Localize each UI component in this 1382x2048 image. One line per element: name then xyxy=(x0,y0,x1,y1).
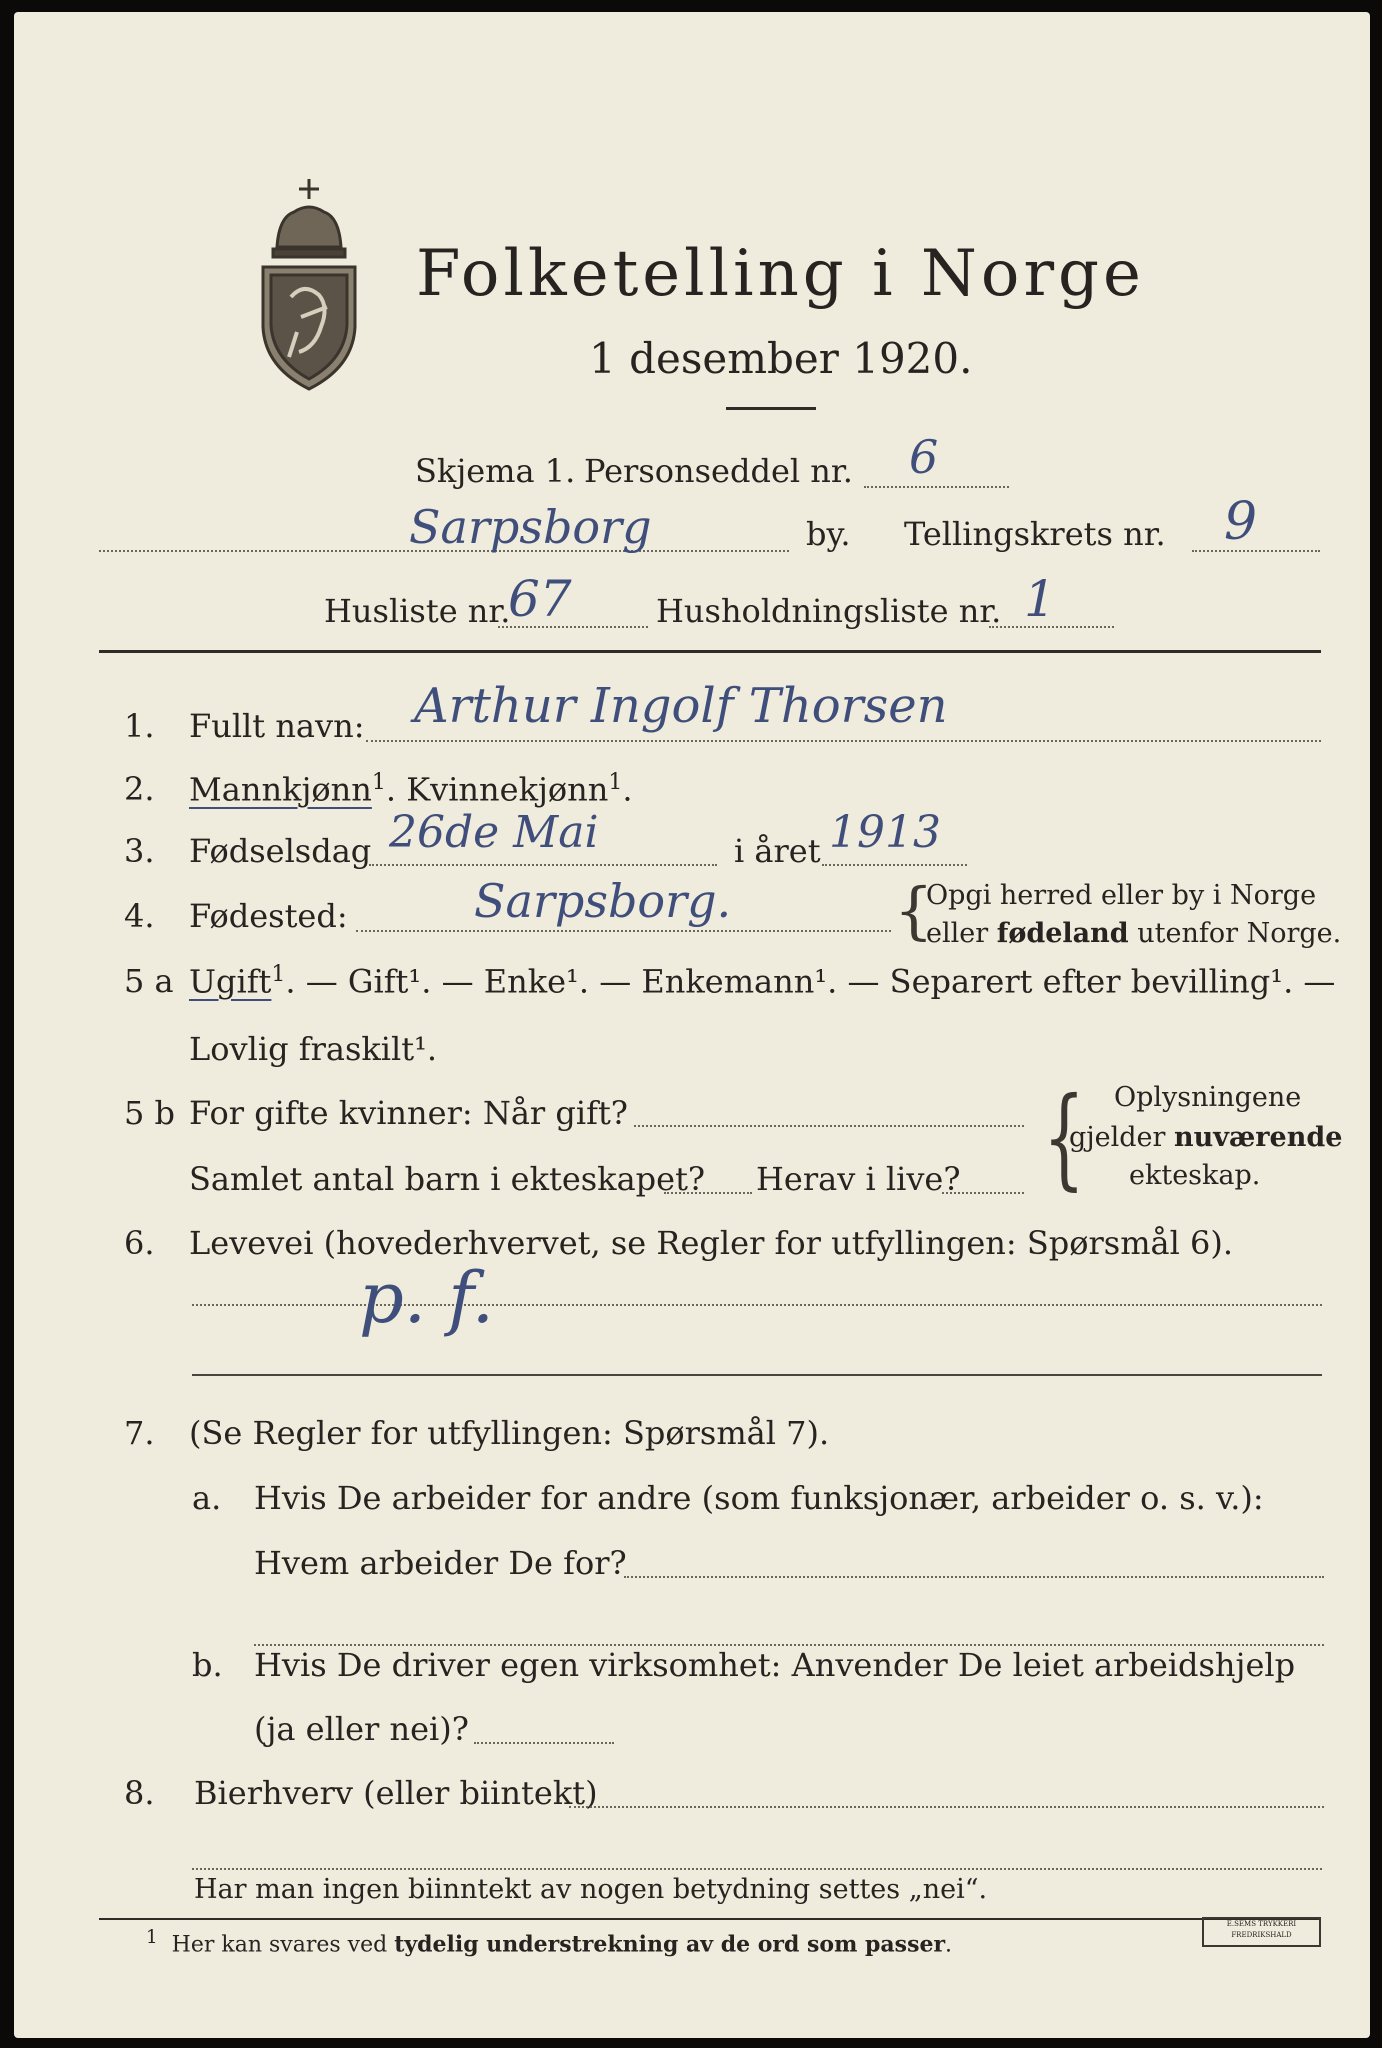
q1-label: Fullt navn: xyxy=(189,707,365,745)
q3-number: 3. xyxy=(124,832,155,870)
tellingskrets-value[interactable]: 9 xyxy=(1224,492,1258,552)
birthplace-value[interactable]: Sarpsborg. xyxy=(474,874,732,928)
occupation-value[interactable]: p. f. xyxy=(359,1257,494,1339)
q6-label: Levevei (hovederhvervet, se Regler for utfyllingen: Spørsmål 6). xyxy=(189,1224,1234,1262)
q5b-label-3: Herav i live? xyxy=(756,1160,961,1198)
birth-year-value[interactable]: 1913 xyxy=(829,807,941,858)
header-rule xyxy=(99,650,1321,653)
husliste-label: Husliste nr. xyxy=(324,592,511,630)
husliste-value[interactable]: 67 xyxy=(508,570,572,628)
by-label: by. xyxy=(806,515,851,553)
q5b-label-1: For gifte kvinner: Når gift? xyxy=(189,1094,628,1132)
ugift-option[interactable]: Ugift xyxy=(189,962,272,1001)
q5b-label-2: Samlet antal barn i ekteskapet? xyxy=(189,1160,706,1198)
skjema-label: Skjema 1. xyxy=(415,452,576,490)
q3-label: Fødselsdag xyxy=(189,832,372,870)
footer-rule xyxy=(99,1918,1321,1920)
year-label: i året xyxy=(734,832,821,870)
female-option[interactable]: Kvinnekjønn xyxy=(406,770,609,809)
q1-number: 1. xyxy=(124,707,155,745)
q7-label: (Se Regler for utfyllingen: Spørsmål 7). xyxy=(189,1414,830,1452)
q5b-number: 5 b xyxy=(124,1094,176,1132)
q7b-line-2: (ja eller nei)? xyxy=(254,1710,469,1748)
sex-options: Mannkjønn$^1$. Kvinnekjønn$^1$. xyxy=(189,770,633,809)
full-name-value[interactable]: Arthur Ingolf Thorsen xyxy=(414,678,948,734)
no-income-note: Har man ingen biinntekt av nogen betydning settes „nei“. xyxy=(194,1874,988,1905)
city-value[interactable]: Sarpsborg xyxy=(409,500,652,554)
q7a-line-1: Hvis De arbeider for andre (som funksjonær, arbeider o. s. v.): xyxy=(254,1479,1264,1517)
q5a-number: 5 a xyxy=(124,962,174,1000)
marital-options-line2[interactable]: Lovlig fraskilt¹. xyxy=(189,1030,438,1068)
census-date: 1 desember 1920. xyxy=(589,334,973,383)
birthplace-note-2: eller fødeland utenfor Norge. xyxy=(926,918,1342,949)
q7a-line-2: Hvem arbeider De for? xyxy=(254,1544,627,1582)
q2-number: 2. xyxy=(124,770,155,808)
q8-label: Bierhverv (eller biintekt) xyxy=(194,1774,598,1812)
personseddel-label: Personseddel nr. xyxy=(584,452,853,490)
tellingskrets-label: Tellingskrets nr. xyxy=(904,515,1166,553)
q7a-number: a. xyxy=(192,1479,222,1517)
q6-number: 6. xyxy=(124,1224,155,1262)
q5b-note-3: ekteskap. xyxy=(1129,1160,1261,1191)
q8-number: 8. xyxy=(124,1774,155,1812)
husholdningsliste-value[interactable]: 1 xyxy=(1024,570,1056,628)
birthday-value[interactable]: 26de Mai xyxy=(389,807,599,858)
q5b-note-1: Oplysningene xyxy=(1114,1082,1302,1113)
title-divider xyxy=(726,407,816,410)
q7-number: 7. xyxy=(124,1414,155,1452)
personseddel-value[interactable]: 6 xyxy=(909,430,939,484)
printer-stamp: E.SEMS TRYKKERI FREDRIKSHALD xyxy=(1202,1917,1321,1947)
marital-options: Ugift$^1$. — Gift¹. — Enke¹. — Enkemann¹. — Separert efter bevilling¹. — xyxy=(189,962,1336,1001)
q4-number: 4. xyxy=(124,897,155,935)
husholdningsliste-label: Husholdningsliste nr. xyxy=(656,592,1002,630)
census-form: Folketelling i Norge 1 desember 1920. Skjema 1. Personseddel nr. 6 Sarpsborg by. Tellingskrets nr. 9 Husliste nr. 67 Husholdningsliste nr. 1 1. Fullt navn: Arthur Ingolf Thorsen 2. Mannkjønn$^1$. Kvinnekjønn$^1$. 3. Fødselsdag 26de Mai i året 1913 4. Fødested: Sarpsborg. { Opgi herred eller by i Norge eller fødeland utenfor Norge. 5 a Ugift$^1$. — Gift¹. — Enke¹. — Enkemann¹. — Separert efter bevilling¹. — Lovlig fraskilt¹. 5 b For gifte kvinner: Når gift? Samlet antal barn i ekteskapet? Herav i live? { Oplysningene gjelder nuværende ekteskap. 6. Levevei (hovederhvervet, se Regler for utfyllingen: Spørsmål 6). p. f. 7. (Se Regler for utfyllingen: Spørsmål 7). a. Hvis De arbeider for andre (som funksjonær, arbeider o. s. v.): Hvem arbeider De for? b. Hvis De driver egen virksomhet: Anvender De leiet arbeidshjelp (ja eller nei)? 8. Bierhverv (eller biintekt) Har man ingen biinntekt av nogen betydning settes „nei“. $^1$ Her kan svares ved tydelig understrekning av de ord som passer. E.SEMS TRYKKERI FREDRIKSHALD xyxy=(14,12,1370,2038)
footnote: $^1$ Her kan svares ved tydelig understrekning av de ord som passer. xyxy=(146,1927,953,1958)
q4-label: Fødested: xyxy=(189,897,348,935)
q7b-number: b. xyxy=(192,1646,223,1684)
form-title: Folketelling i Norge xyxy=(416,237,1145,311)
male-option[interactable]: Mannkjønn xyxy=(189,770,372,809)
q7b-line-1: Hvis De driver egen virksomhet: Anvender De leiet arbeidshjelp xyxy=(254,1646,1296,1684)
q5b-note-2: gjelder nuværende xyxy=(1069,1122,1343,1153)
coat-of-arms-icon xyxy=(249,177,369,392)
birthplace-note-1: Opgi herred eller by i Norge xyxy=(926,880,1317,911)
